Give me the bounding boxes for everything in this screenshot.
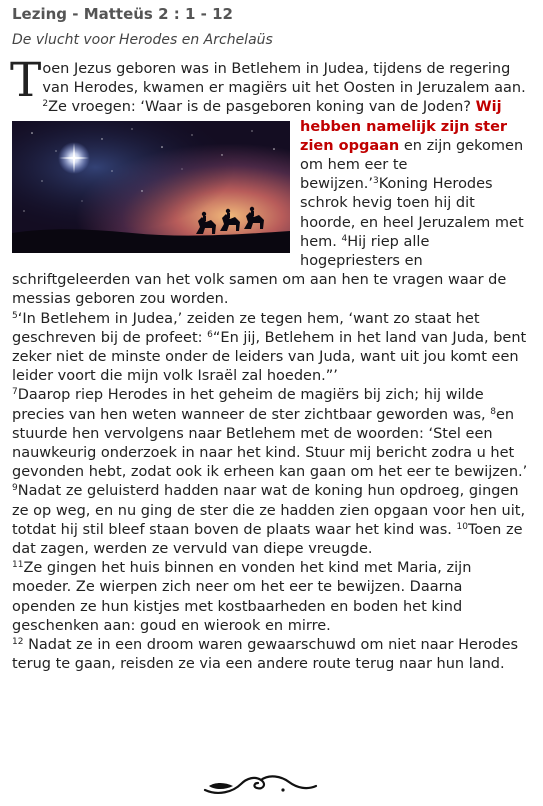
verse-8-text: en stuurde hen vervolgens naar Betlehem met de woorden: ‘Stel een nauwkeurig onderzoek in naar het kind. Stuur mij bericht zodra u het gevonden hebt, zodat ook ik erheen kan gaan om het eer te bewijzen.’ (12, 406, 528, 481)
verse-7-text: Daarop riep Herodes in het geheim de magiërs bij zich; hij wilde precies van hen weten wanneer de ster zichtbaar geworden was, (12, 387, 486, 423)
magi-star-illustration (12, 121, 290, 253)
verse-number: 5 (12, 310, 18, 321)
verse-number: 3 (372, 176, 379, 187)
verse-11 (12, 559, 530, 636)
reading-subtitle: De vlucht voor Herodes en Archelaüs (12, 32, 273, 48)
verse-number: 12 (12, 637, 24, 648)
verse-number: 11 (12, 560, 24, 571)
verse-1-text: oen Jezus geboren was in Betlehem in Judea, tijdens de regering van Herodes, kwamen er magiërs uit het Oosten in Jeruzalem aan. (42, 61, 526, 97)
verse-3-text: Koning Herodes schrok hevig toen hij dit hoorde, en heel Jeruzalem met hem. (300, 176, 524, 250)
verse-10-text: Toen ze dat zagen, werden ze vervuld van diepe vreugde. (12, 521, 523, 558)
verse-number: 8 (490, 406, 496, 417)
verse-4-text: Hij riep alle hogepriesters en schriftgeleerden van het volk samen om aan hen te vragen waar de messias geboren zou worden. (12, 233, 507, 308)
verse-number: 7 (12, 387, 18, 398)
verse-9-text: Nadat ze geluisterd hadden naar wat de koning hun opdroeg, gingen ze op weg, en nu ging de ster die ze hadden zien opgaan voor hen uit, totdat hij stil bleef staan boven de plaats waar het kind was. (12, 483, 526, 538)
verse-number: 6 (207, 329, 213, 340)
verse-5-6 (12, 310, 530, 387)
verse-6-text: “En jij, Betlehem in het land van Juda, bent zeker niet de minste onder de leiders van Juda, want uit jou komt een leider voort die mijn volk Israël zal hoeden.”’ (12, 329, 527, 385)
verse-2-text-end: en zijn gekomen om hem eer te bewijzen.’ (300, 137, 524, 193)
verse-number: 10 (456, 521, 468, 532)
verse-12-text: Nadat ze in een droom waren gewaarschuwd om niet naar Herodes terug te gaan, reisden ze via een andere route terug naar hun land. (12, 637, 519, 673)
verse-2-text: Ze vroegen: ‘Waar is de pasgeboren koning van de Joden? (48, 99, 472, 116)
verse-12 (12, 636, 530, 674)
verse-11-text: Ze gingen het huis binnen en vonden het kind met Maria, zijn moeder. Ze wierpen zich neer om het eer te bewijzen. Daarna openden ze hun kistjes met kostbaarheden en boden het kind geschenken aan: goud en wierook en mirre. (12, 560, 472, 634)
verse-number: 2 (42, 99, 49, 110)
drop-cap: T (10, 53, 42, 108)
decorative-flourish-icon (203, 768, 318, 798)
verse-number: 9 (12, 483, 18, 494)
reading-title: Lezing - Matteüs 2 : 1 - 12 (12, 5, 233, 23)
highlighted-phrase: Wij hebben namelijk zijn ster zien opgaan (300, 99, 508, 154)
scripture-text (10, 53, 530, 675)
verse-5-text: ‘In Betlehem in Judea,’ zeiden ze tegen hem, ‘want zo staat het geschreven bij de profeet: (12, 310, 480, 346)
verse-7-8 (12, 386, 530, 482)
verse-number: 4 (341, 233, 348, 244)
verse-9-10 (12, 482, 530, 559)
